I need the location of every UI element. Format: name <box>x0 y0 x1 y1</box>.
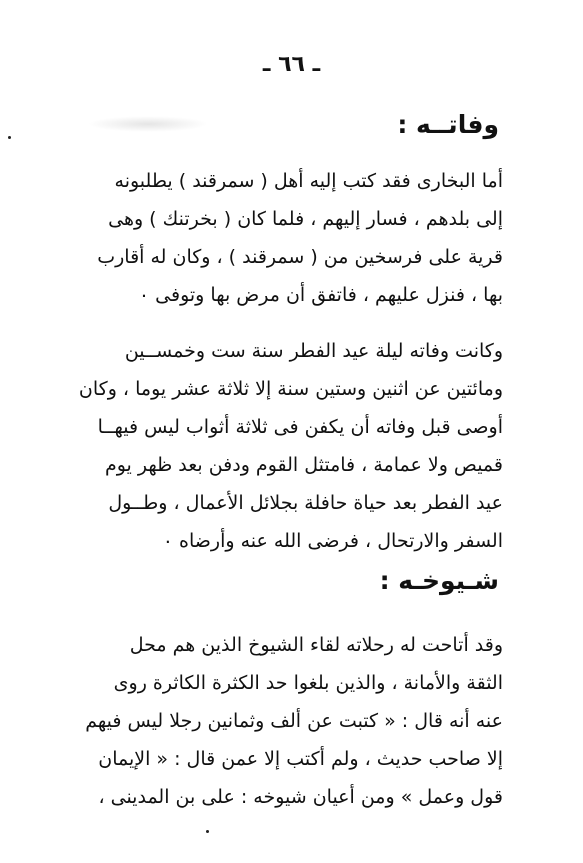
text-line: إلا صاحب حديث ، ولم أكتب إلا عمن قال : « الإيمان <box>98 748 503 770</box>
section-heading-death: وفاتــه : <box>397 110 499 139</box>
paragraph <box>52 162 503 314</box>
text-line: الثقة والأمانة ، والذين بلغوا حد الكثرة الكاثرة روى <box>113 672 503 694</box>
text-line: أوصى قبل وفاته أن يكفن فى ثلاثة أثواب ليس فيهــا <box>97 416 503 438</box>
scan-smudge <box>88 116 208 132</box>
section-heading-teachers: شـيوخـه : <box>379 566 499 595</box>
scan-speck <box>8 136 11 139</box>
text-line: قول وعمل » ومن أعيان شيوخه : على بن المدينى ، <box>98 786 503 808</box>
text-line: قميص ولا عمامة ، فامتثل القوم ودفن بعد ظهر يوم <box>104 454 503 476</box>
text-line: أما البخارى فقد كتب إليه أهل ( سمرقند ) يطلبونه <box>114 170 503 192</box>
text-line: عنه أنه قال : « كتبت عن ألف وثمانين رجلا ليس فيهم <box>85 710 503 732</box>
text-line: وكانت وفاته ليلة عيد الفطر سنة ست وخمســين <box>124 340 503 362</box>
text-line: إلى بلدهم ، فسار إليهم ، فلما كان ( بخرتنك ) وهى <box>108 208 503 230</box>
scan-speck <box>206 830 209 833</box>
paragraph <box>52 332 503 560</box>
text-line: بها ، فنزل عليهم ، فاتفق أن مرض بها وتوفى ٠ <box>138 284 503 306</box>
page-number: ـ ٦٦ ـ <box>262 52 321 77</box>
text-line: ومائتين عن اثنين وستين سنة إلا ثلاثة عشر يوما ، وكان <box>78 378 503 400</box>
text-line: قرية على فرسخين من ( سمرقند ) ، وكان له أقارب <box>97 246 503 268</box>
text-line: عيد الفطر بعد حياة حافلة بجلائل الأعمال ، وطــول <box>108 492 503 514</box>
paragraph <box>52 626 503 816</box>
text-line: السفر والارتحال ، فرضى الله عنه وأرضاه ٠ <box>162 530 503 552</box>
text-line: وقد أتاحت له رحلاته لقاء الشيوخ الذين هم محل <box>129 634 503 656</box>
